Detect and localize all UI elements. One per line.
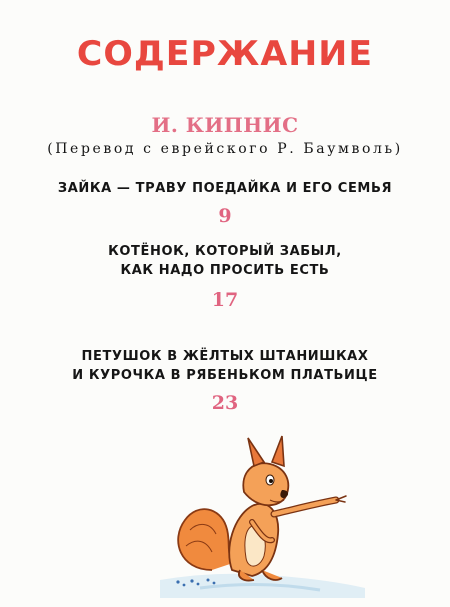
translator-note: (Перевод с еврейского Р. Баумволь) <box>47 141 403 157</box>
toc-entry-title[interactable]: ЗАЙКА — ТРАВУ ПОЕДАЙКА И ЕГО СЕМЬЯ <box>57 181 393 196</box>
toc-entry-title[interactable]: КОТЁНОК, КОТОРЫЙ ЗАБЫЛ, КАК НАДО ПРОСИТЬ ЕСТЬ <box>108 244 342 278</box>
toc-entry-page-number[interactable]: 23 <box>211 392 239 414</box>
toc-entry-page-number[interactable]: 9 <box>218 205 232 227</box>
page-title: СОДЕРЖАНИЕ <box>76 34 374 74</box>
toc-entry-title[interactable]: ПЕТУШОК В ЖЁЛТЫХ ШТАНИШКАХ И КУРОЧКА В РЯБЕНЬКОМ ПЛАТЬИЦЕ <box>72 349 378 383</box>
author-name: И. КИПНИС <box>151 113 299 137</box>
squirrel-illustration <box>140 430 370 600</box>
toc-entry-page-number[interactable]: 17 <box>211 289 239 311</box>
